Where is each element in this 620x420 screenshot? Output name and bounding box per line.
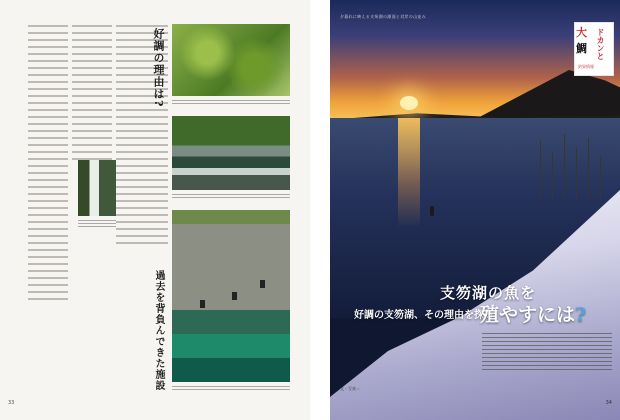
article-title-line-1: 支笏湖の魚を: [440, 284, 537, 302]
page-number-left: 33: [8, 400, 15, 406]
article-title-line-2: [480, 300, 586, 327]
section-heading-reason: 好調の理由は?: [152, 28, 165, 108]
sun-reflection: [398, 118, 420, 228]
section-heading-facility: 過去を背負んできた施設: [153, 270, 164, 391]
photo-caption-3: [172, 384, 290, 392]
photo-autumn-leaves: [172, 24, 290, 96]
logo-side-text: ドカンと: [596, 28, 606, 60]
magazine-logo: [574, 22, 614, 76]
logo-line-1: 大: [576, 26, 587, 39]
author-credit: 文・写真＝: [340, 386, 360, 391]
lead-paragraph: [482, 330, 612, 373]
title-text: 殖やすには: [480, 304, 576, 326]
angler-figure: [430, 206, 434, 216]
photo-caption-4: [78, 218, 116, 229]
photo-caption-top: 夕暮れに映える支笏湖の湖面と対岸の山並み: [340, 14, 426, 19]
setting-sun: [400, 96, 418, 110]
photo-stream-weir: [172, 116, 290, 190]
photo-dam-wall: [172, 210, 290, 382]
body-text-column-1: [28, 20, 68, 380]
page-number-right: 34: [605, 400, 612, 406]
bare-trees: [530, 130, 610, 200]
photo-caption-2: [172, 192, 290, 200]
photo-caption-1: [172, 98, 290, 106]
logo-sub-text: 釣果情報: [578, 64, 594, 69]
right-page: [330, 0, 620, 420]
gutter: [310, 0, 330, 420]
logo-line-2: 鯛: [576, 42, 587, 55]
article-subtitle: 好調の支笏湖、その理由を探る: [354, 310, 494, 321]
photo-waterfall: [78, 160, 116, 216]
title-question-mark: ?: [575, 304, 587, 326]
